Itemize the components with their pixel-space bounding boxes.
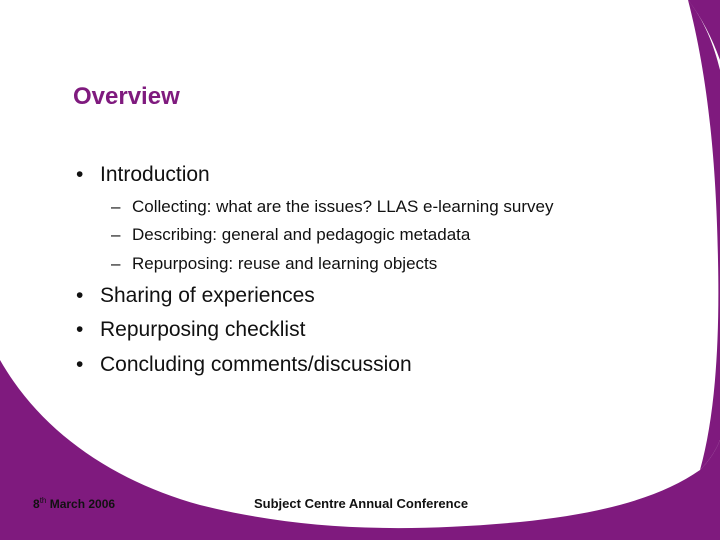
- slide-title: Overview: [73, 83, 180, 110]
- footer-date-rest: March 2006: [46, 497, 116, 511]
- sub-bullet-text: Describing: general and pedagogic metadata: [132, 225, 471, 244]
- dash-icon: –: [111, 197, 121, 216]
- footer-date-day: 8: [33, 497, 40, 511]
- footer-date-suffix: th: [39, 496, 47, 505]
- bullet-icon: •: [76, 318, 84, 341]
- footer-date: [33, 496, 115, 512]
- bullet-text: Concluding comments/discussion: [100, 353, 412, 376]
- dash-icon: –: [111, 225, 121, 244]
- dash-icon: –: [111, 254, 121, 273]
- bullet-icon: •: [76, 353, 84, 376]
- bullet-text: Repurposing checklist: [100, 318, 306, 341]
- bullet-text: Introduction: [100, 163, 210, 186]
- footer-conference: Subject Centre Annual Conference: [254, 496, 469, 511]
- bullet-text: Sharing of experiences: [100, 284, 315, 307]
- bullet-icon: •: [76, 284, 84, 307]
- bullet-icon: •: [76, 163, 84, 186]
- sub-bullet-text: Collecting: what are the issues? LLAS e-learning survey: [132, 197, 554, 216]
- sub-bullet-text: Repurposing: reuse and learning objects: [132, 254, 438, 273]
